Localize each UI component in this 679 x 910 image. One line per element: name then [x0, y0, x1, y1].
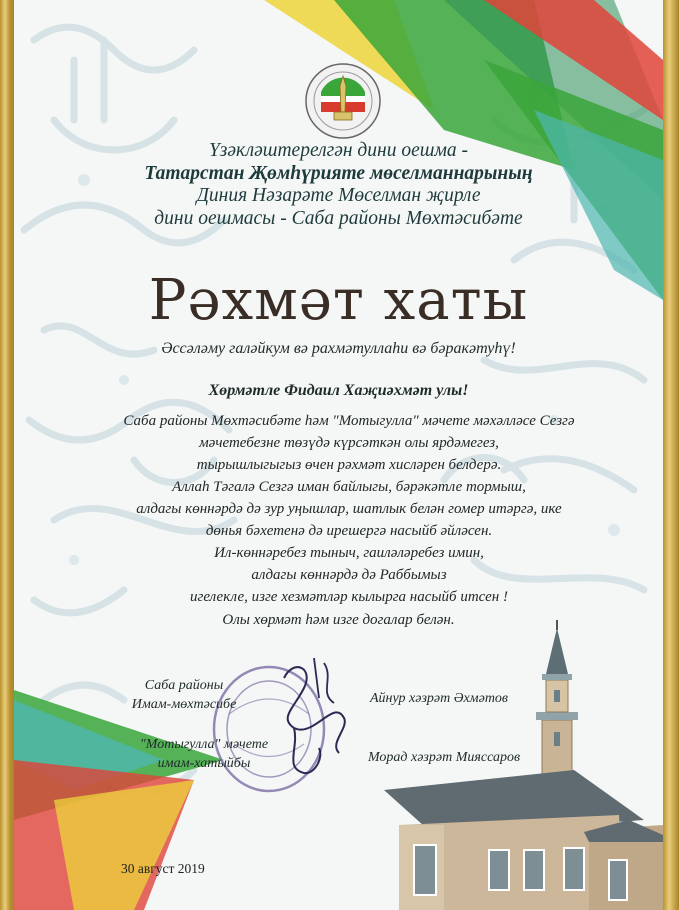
signatory-name-right-2: Морад хәзрәт Мияссаров — [367, 750, 521, 765]
signatory-title-line: "Мотыгулла" мәчете — [139, 737, 269, 752]
body-line: игелекле, изге хезмәтләр кылырга насыйб итсен ! — [190, 589, 508, 606]
signatory-title-left-1 — [124, 677, 244, 715]
certificate-date: 30 август 2019 — [121, 861, 205, 876]
signatory-title-line: Имам-мөхтәсибе — [131, 696, 237, 712]
signatory-title-line: Саба районы — [144, 678, 224, 693]
body-line: Ил-көннәребез тыныч, гаиләләребез имин, — [214, 545, 484, 562]
signatory-name-right-1: Айнур хәзрәт Әхмәтов — [369, 691, 509, 706]
body-line: мәчетебезне төзүдә күрсәткән олы ярдәмегез, — [199, 435, 499, 452]
header-line: Диния Нәзарәте Мөселман җирле — [196, 185, 481, 207]
issuer-header — [14, 140, 663, 230]
greeting: Әссәләму галәйкум вә рахмәтуллаһи вә бәракәтуһү! — [161, 340, 516, 357]
body-line: алдагы көннәрдә дә Раббымыз — [251, 567, 447, 584]
body-line: Саба районы Мөхтәсибәте һәм "Мотыгулла" мәчете мәхәлләсе Сезгә — [123, 413, 575, 429]
gold-frame-right — [663, 0, 679, 910]
signatory-title-left-2 — [114, 736, 294, 774]
header-line: Татарстан Җөмһүрияте мөселманнарының — [144, 162, 533, 184]
certificate-body — [104, 410, 594, 608]
closing-line: Олы хөрмәт һәм изге догалар белән. — [222, 612, 455, 628]
body-line: тырышлыгыгыз өчен рәхмәт хисләрен белдерә. — [196, 457, 502, 474]
signatory-title-line: имам-хатыйбы — [157, 755, 251, 771]
certificate-title: Рәхмәт хаты — [148, 268, 529, 333]
body-line: дөнья бәхетенә дә ирешергә насыйб әйләсен. — [205, 523, 493, 540]
spiritual-administration-logo — [304, 62, 382, 140]
body-line: Аллаһ Тәгалә Сезгә иман байлыгы, бәрәкәтле тормыш, — [172, 479, 526, 496]
body-line: алдагы көннәрдә дә зур уңышлар, шатлык белән гомер итәргә, ике — [136, 501, 562, 518]
recipient-address: Хөрмәтле Фидаил Хаҗиәхмәт улы! — [208, 382, 469, 399]
header-line: Үзәкләштерелгән дини оешма - — [208, 140, 469, 161]
certificate-paper — [14, 0, 663, 910]
header-line: дини оешмасы - Саба районы Мөхтәсибәте — [154, 207, 523, 229]
